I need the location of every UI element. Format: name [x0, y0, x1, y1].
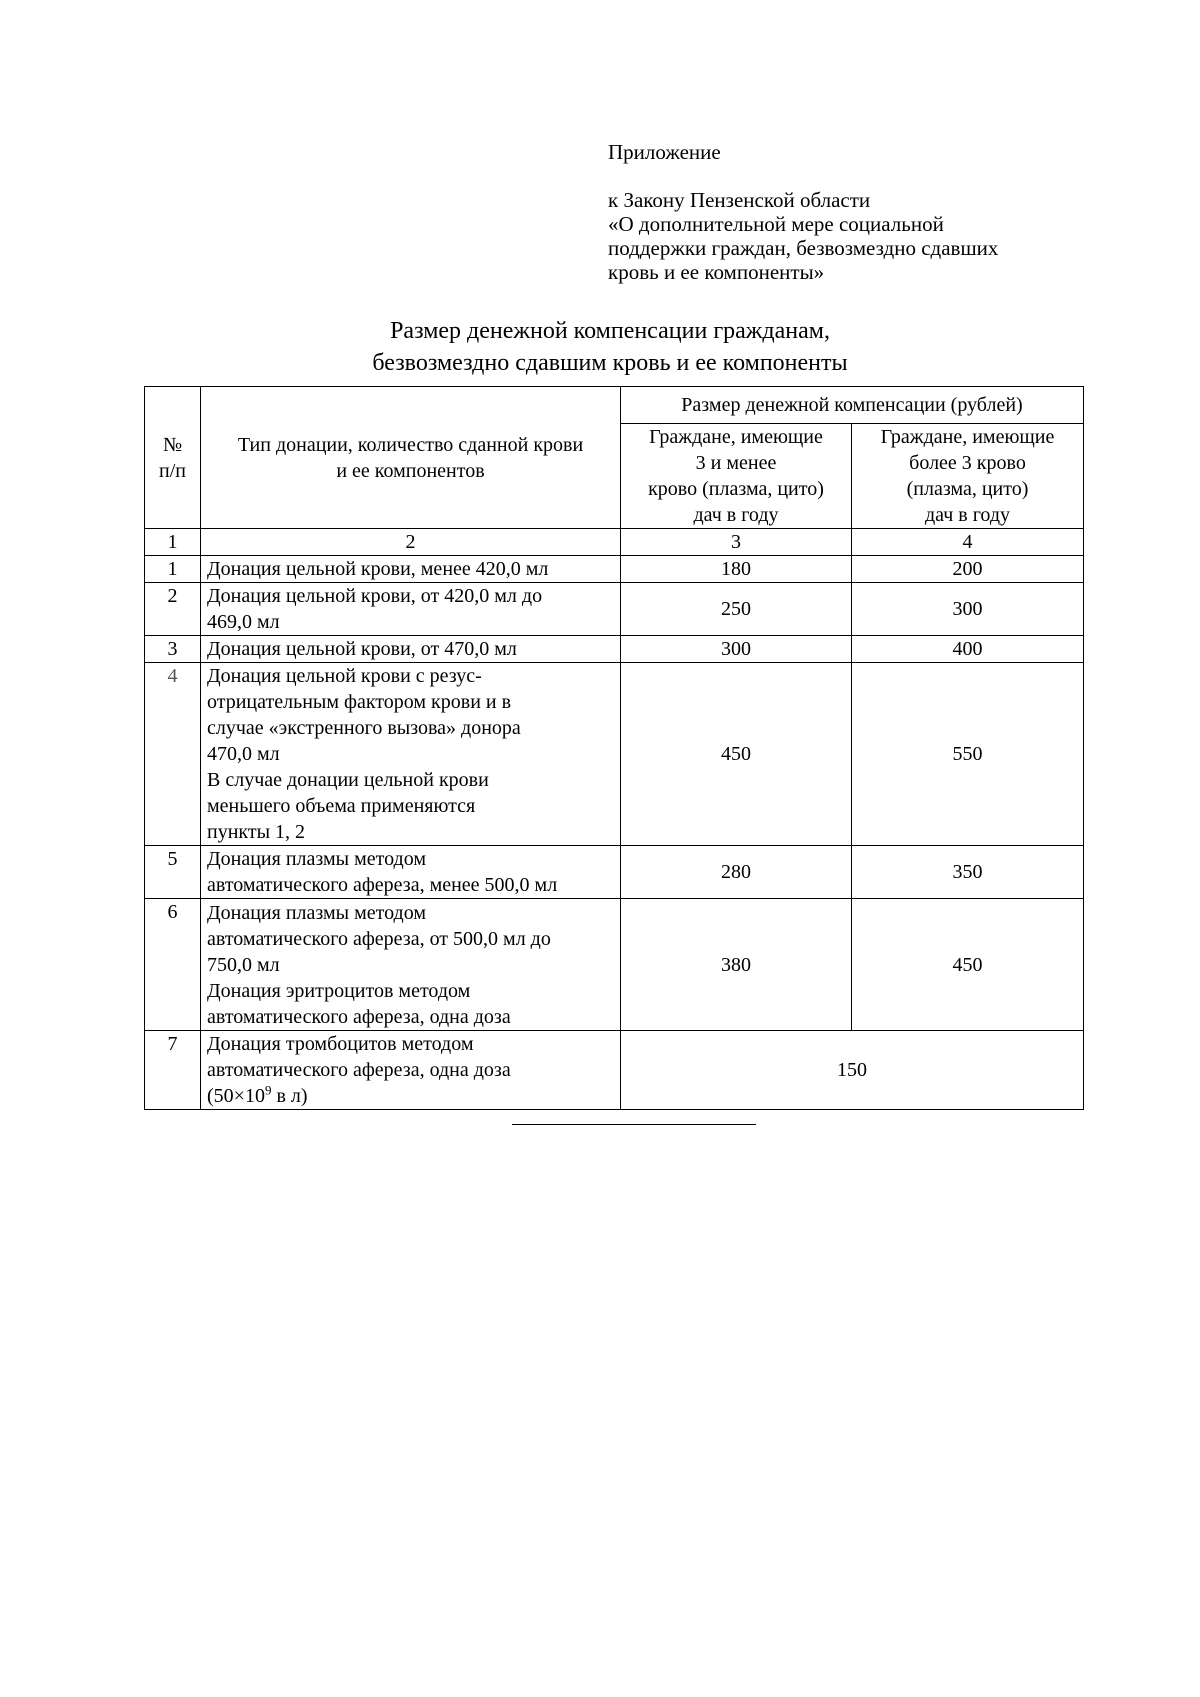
row-description-cell: Донация цельной крови, от 420,0 мл до 469,0 мл: [201, 583, 621, 636]
table-row: [145, 663, 1084, 846]
column-number-cell: 3: [621, 529, 852, 556]
row-value-col4: 550: [852, 663, 1084, 846]
row-description-cell: Донация цельной крови, от 470,0 мл: [201, 636, 621, 663]
document-title-line: Размер денежной компенсации гражданам,: [390, 318, 830, 344]
row-number-cell: 5: [145, 846, 201, 899]
header-compensation-group: Размер денежной компенсации (рублей): [621, 387, 1084, 424]
table-row: [145, 556, 1084, 583]
row-value-col4: 200: [852, 556, 1084, 583]
row-number-cell: 1: [145, 556, 201, 583]
row-number-cell: 3: [145, 636, 201, 663]
column-number-cell: 1: [145, 529, 201, 556]
row-description-cell: Донация цельной крови, менее 420,0 мл: [201, 556, 621, 583]
row-value-col4: 450: [852, 899, 1084, 1031]
column-numbers-row: [145, 529, 1084, 556]
appendix-line: к Закону Пензенской области: [608, 188, 871, 212]
row-value-col4: 300: [852, 583, 1084, 636]
table-row: [145, 636, 1084, 663]
row-value-merged: 150: [621, 1031, 1084, 1110]
row-value-col3: 450: [621, 663, 852, 846]
table-row: [145, 583, 1084, 636]
row-number-cell: 7: [145, 1031, 201, 1110]
row-value-col3: 250: [621, 583, 852, 636]
row-description-cell: Донация плазмы методом автоматического афереза, от 500,0 мл до 750,0 мл Донация эритроцитов методом автоматического афереза, одна доза: [201, 899, 621, 1031]
header-col4-cell: Граждане, имеющие более 3 крово (плазма, цито) дач в году: [852, 424, 1084, 529]
row-value-col3: 280: [621, 846, 852, 899]
table-header-row: [145, 387, 1084, 424]
dose-formula: ($50\times 10^9$ в л): [207, 1082, 308, 1107]
dose-exponent: 9: [264, 1082, 272, 1098]
header-type-cell: Тип донации, количество сданной крови и ее компонентов: [201, 387, 621, 529]
document-title-line: безвозмездно сдавшим кровь и ее компоненты: [372, 350, 848, 376]
row-number-cell: 4: [145, 663, 201, 846]
row-value-col3: 380: [621, 899, 852, 1031]
header-number-cell: № п/п: [145, 387, 201, 529]
row-value-col3: 180: [621, 556, 852, 583]
compensation-table: [144, 386, 1084, 1110]
row-description-cell: Донация тромбоцитов методом автоматического афереза, одна доза ($50\times 10^9$ в л): [201, 1031, 621, 1110]
end-separator-line: [512, 1124, 756, 1125]
document-title: [140, 315, 1080, 379]
table-row: [145, 899, 1084, 1031]
appendix-block: [608, 140, 1108, 284]
table-row: [145, 846, 1084, 899]
row-value-col4: 400: [852, 636, 1084, 663]
column-number-cell: 2: [201, 529, 621, 556]
row-value-col4: 350: [852, 846, 1084, 899]
header-col3-cell: Граждане, имеющие 3 и менее крово (плазма, цито) дач в году: [621, 424, 852, 529]
appendix-line: «О дополнительной мере социальной: [608, 212, 944, 236]
column-number-cell: 4: [852, 529, 1084, 556]
appendix-line: кровь и ее компоненты»: [608, 260, 825, 284]
row-value-col3: 300: [621, 636, 852, 663]
row-number-cell: 2: [145, 583, 201, 636]
table-row: [145, 1031, 1084, 1110]
row-description-cell: Донация цельной крови с резус- отрицательным фактором крови и в случае «экстренного вызова» донора 470,0 мл В случае донации цельной крови меньшего объема применяются пункты 1, 2: [201, 663, 621, 846]
row-number-cell: 6: [145, 899, 201, 1031]
appendix-line: поддержки граждан, безвозмездно сдавших: [608, 236, 999, 260]
row-description-cell: Донация плазмы методом автоматического афереза, менее 500,0 мл: [201, 846, 621, 899]
appendix-heading: Приложение: [608, 140, 721, 164]
